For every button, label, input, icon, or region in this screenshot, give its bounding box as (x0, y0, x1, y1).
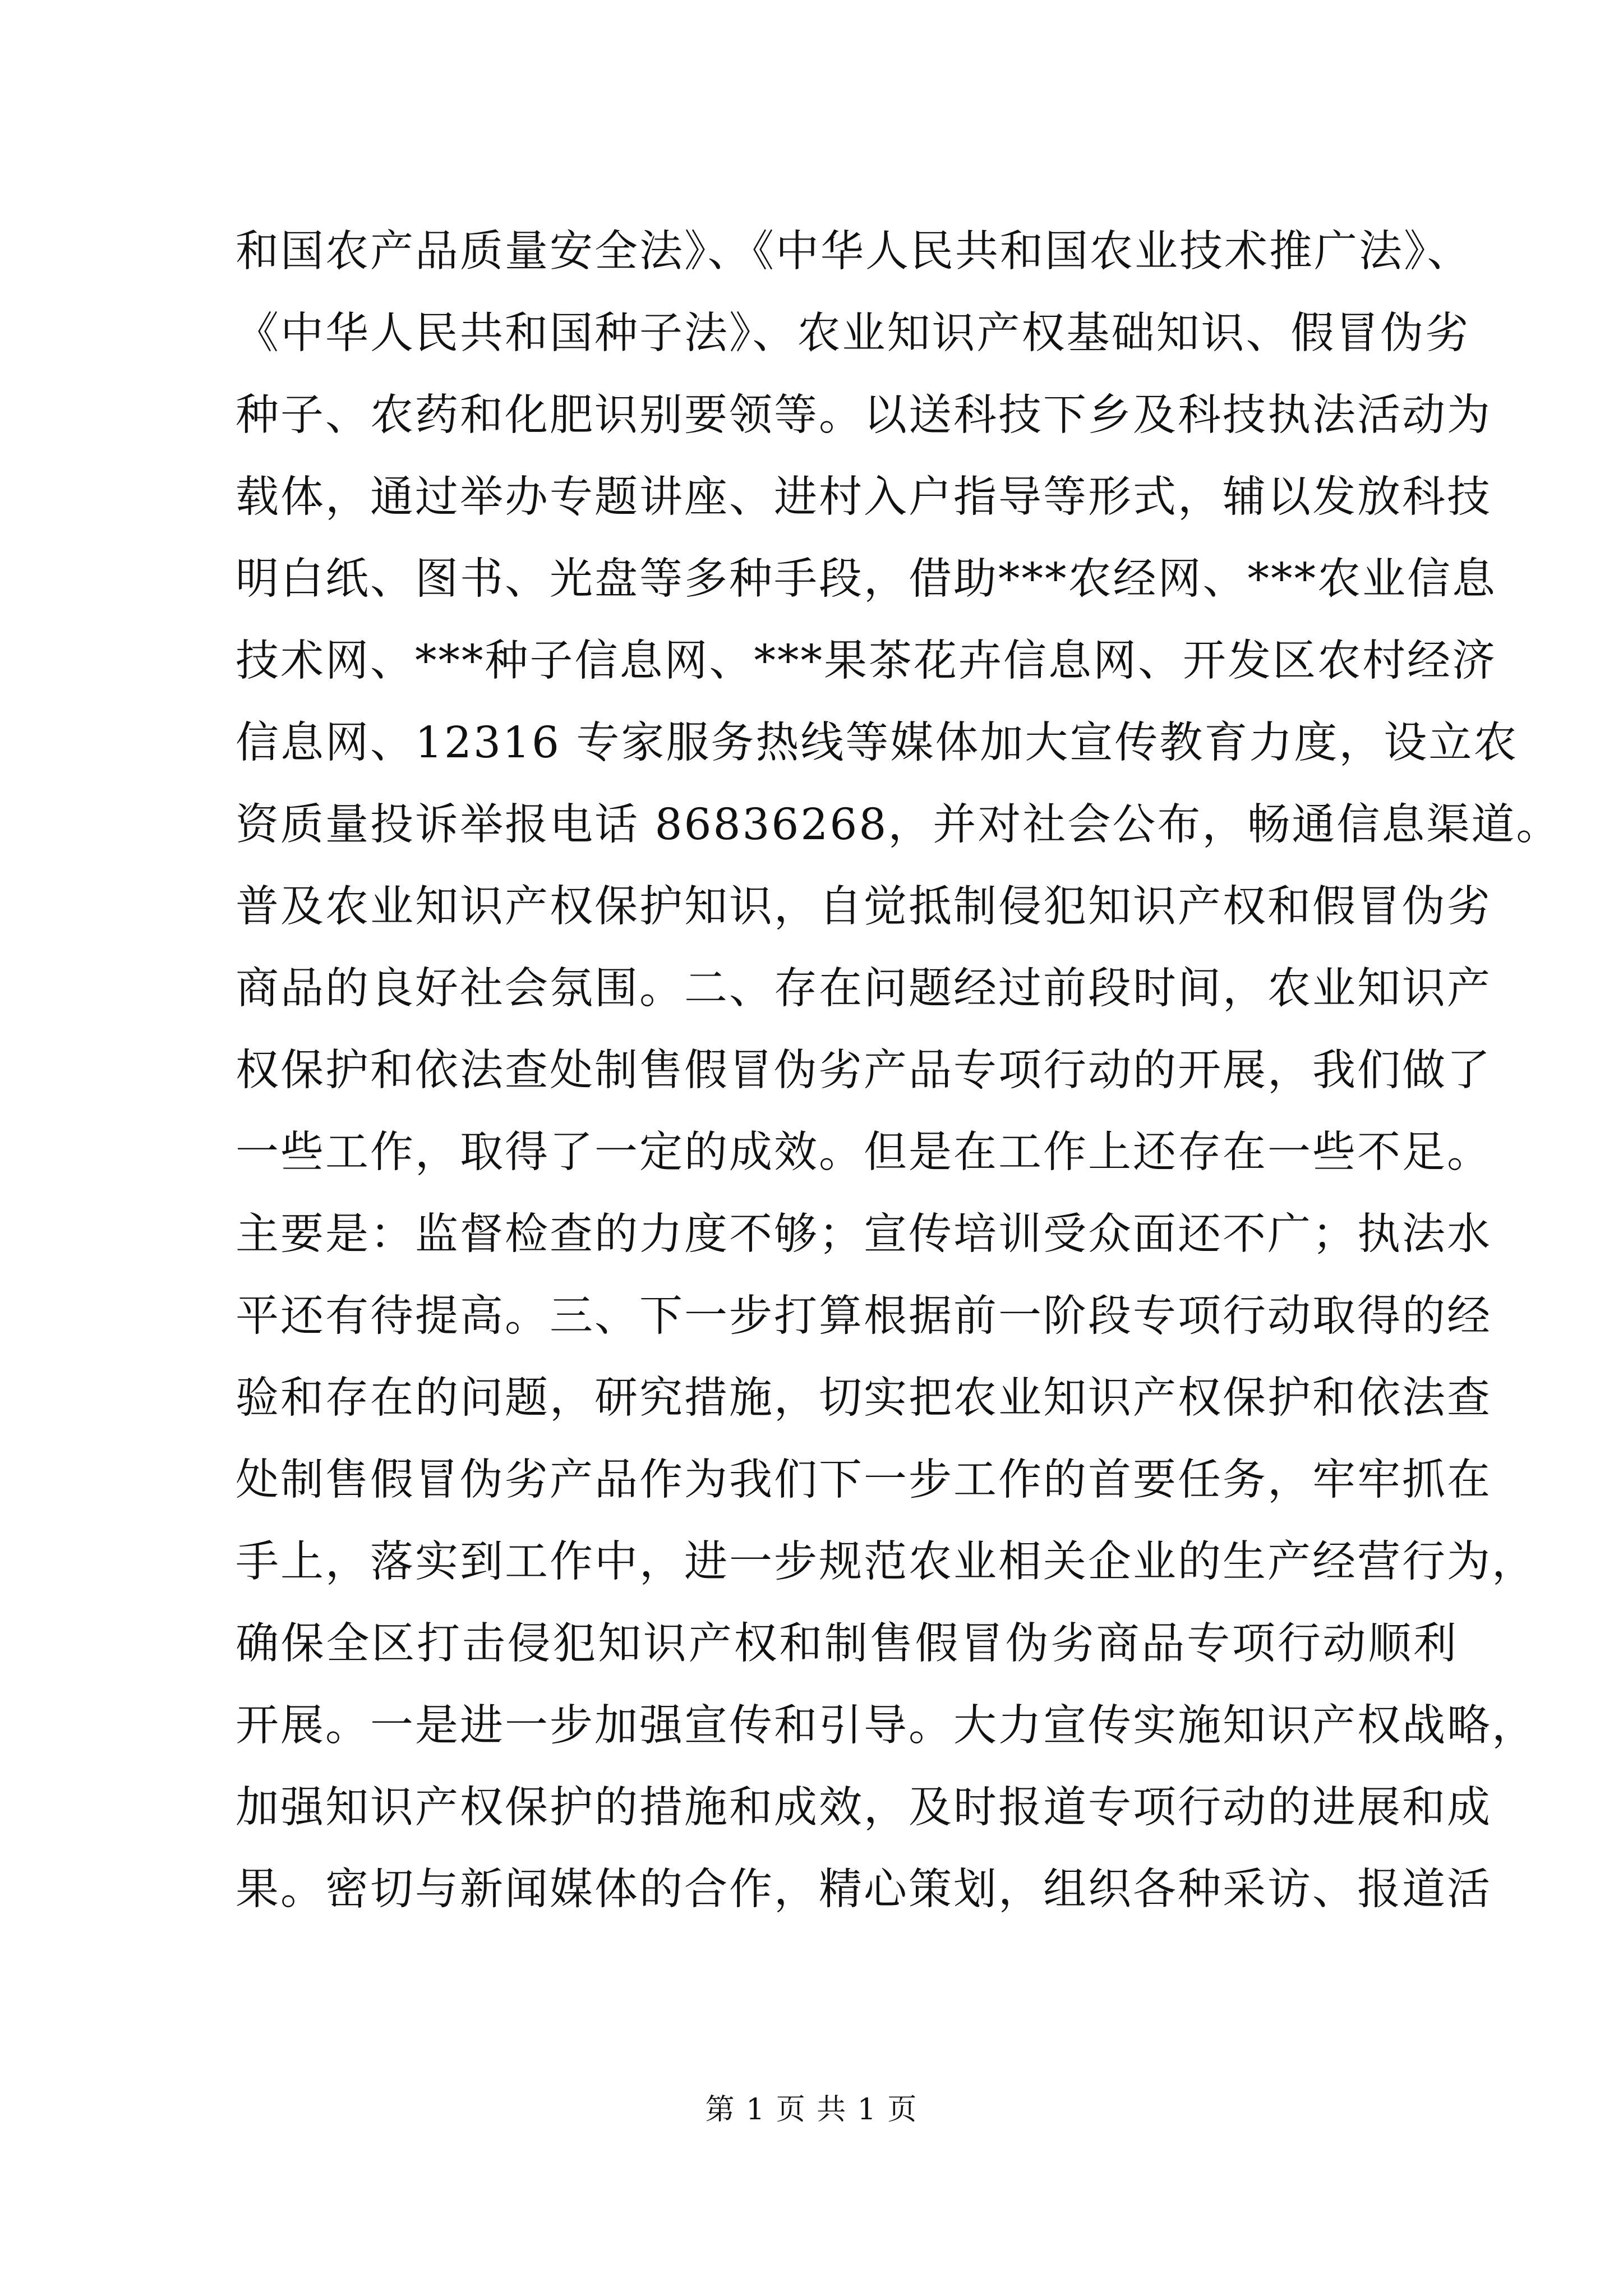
text-line: 加强知识产权保护的措施和成效，及时报道专项行动的进展和成 (236, 1783, 1492, 1833)
text-line: 技术网、***种子信息网、***果茶花卉信息网、开发区农村经济 (236, 636, 1497, 686)
text-line: 一些工作，取得了一定的成效。但是在工作上还存在一些不足。 (236, 1128, 1492, 1177)
text-line: 主要是：监督检查的力度不够；宣传培训受众面还不广；执法水 (236, 1209, 1492, 1259)
text-line: 手上，落实到工作中，进一步规范农业相关企业的生产经营行为， (236, 1537, 1537, 1587)
text-line: 和国农产品质量安全法》、《中华人民共和国农业技术推广法》、 (236, 227, 1472, 277)
text-line: 处制售假冒伪劣产品作为我们下一步工作的首要任务，牢牢抓在 (236, 1455, 1492, 1505)
text-line: 商品的良好社会氛围。二、存在问题经过前段时间，农业知识产 (236, 964, 1492, 1014)
text-line: 普及农业知识产权保护知识，自觉抵制侵犯知识产权和假冒伪劣 (236, 882, 1492, 932)
text-line: 载体，通过举办专题讲座、进村入户指导等形式，辅以发放科技 (236, 472, 1492, 522)
text-line: 验和存在的问题，研究措施，切实把农业知识产权保护和依法查 (236, 1373, 1492, 1423)
body-text (236, 211, 1561, 1931)
text-line: 开展。一是进一步加强宣传和引导。大力宣传实施知识产权战略， (236, 1701, 1537, 1751)
text-line: 果。密切与新闻媒体的合作，精心策划，组织各种采访、报道活 (236, 1865, 1492, 1915)
page-number-label: 第 1 页 共 1 页 (705, 2093, 918, 2127)
page-footer (0, 2090, 1623, 2129)
text-line: 确保全区打击侵犯知识产权和制售假冒伪劣商品专项行动顺利 (236, 1619, 1458, 1669)
text-line: 资质量投诉举报电话 86836268，并对社会公布，畅通信息渠道。 (236, 800, 1561, 850)
text-line: 明白纸、图书、光盘等多种手段，借助***农经网、***农业信息 (236, 554, 1497, 604)
text-line: 种子、农药和化肥识别要领等。以送科技下乡及科技执法活动为 (236, 390, 1492, 440)
text-line: 权保护和依法查处制售假冒伪劣产品专项行动的开展，我们做了 (236, 1046, 1492, 1096)
text-line: 平还有待提高。三、下一步打算根据前一阶段专项行动取得的经 (236, 1291, 1492, 1341)
text-line: 信息网、12316 专家服务热线等媒体加大宣传教育力度，设立农 (236, 718, 1519, 768)
text-line: 《中华人民共和国种子法》、农业知识产权基础知识、假冒伪劣 (236, 309, 1470, 358)
